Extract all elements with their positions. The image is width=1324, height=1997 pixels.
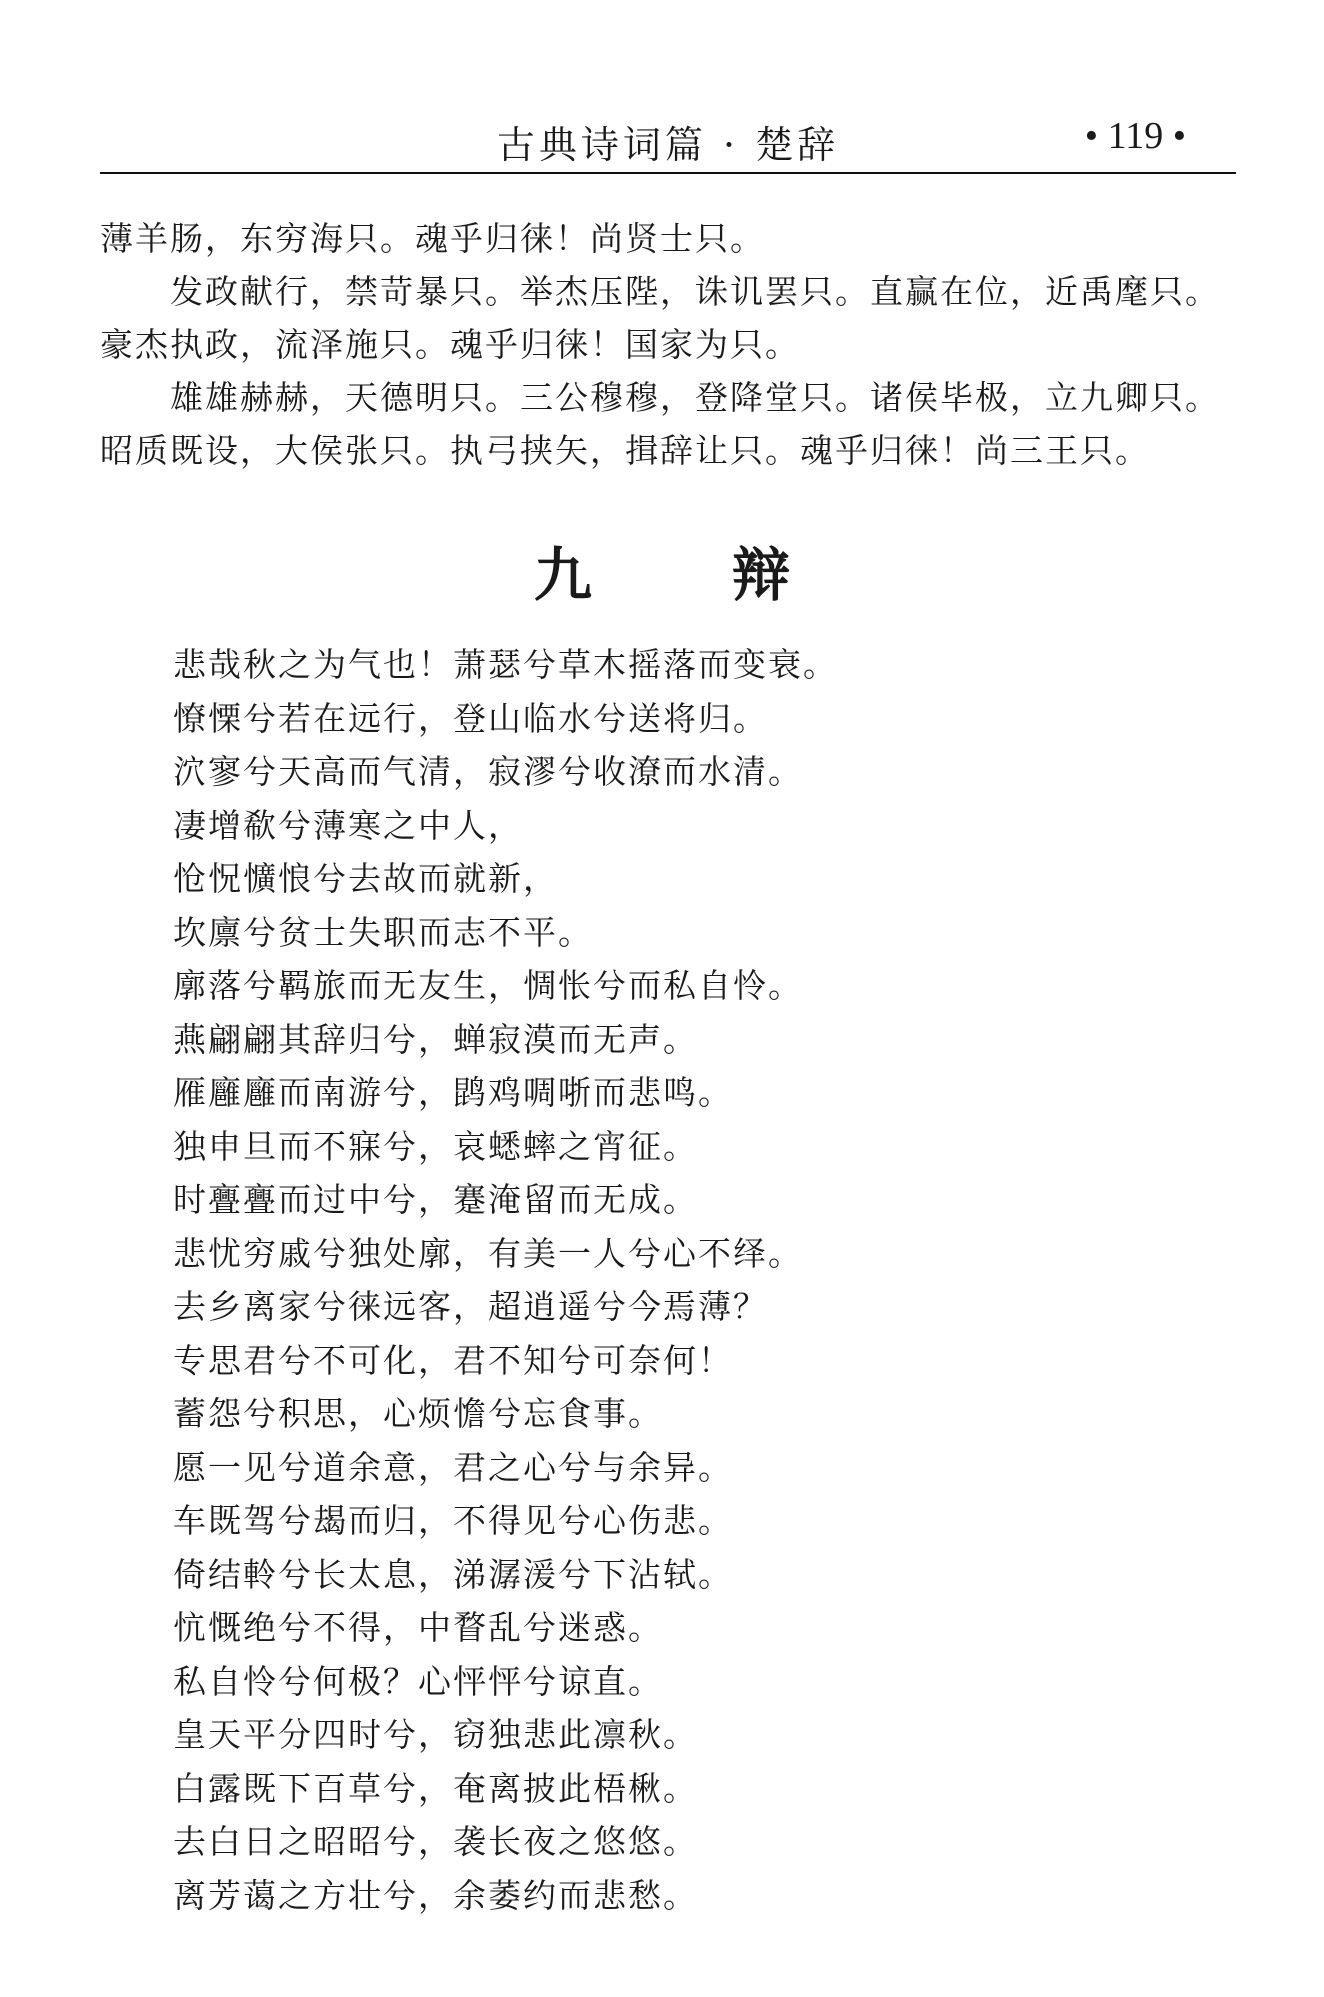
running-header-title: 古典诗词篇 · 楚辞 <box>496 123 840 167</box>
poem-line: 雁廱廱而南游兮，鹍鸡啁哳而悲鸣。 <box>173 1073 733 1112</box>
poem-line: 皇天平分四时兮，窃独悲此凛秋。 <box>173 1715 698 1754</box>
poem-line: 私自怜兮何极？心怦怦兮谅直。 <box>173 1661 663 1701</box>
poem-line: 怆怳懭悢兮去故而就新， <box>173 859 558 898</box>
poem-line: 悲忧穷戚兮独处廓，有美一人兮心不绎。 <box>173 1233 803 1273</box>
poem-line: 愿一见兮道余意，君之心兮与余异。 <box>173 1447 733 1487</box>
poem-line: 坎廪兮贫士失职而志不平。 <box>173 912 593 952</box>
page-number: • 119 • <box>1084 115 1186 157</box>
section-title: 九 辩 <box>533 541 791 609</box>
prose-block <box>100 212 1236 477</box>
poem-line: 去白日之昭昭兮，袭长夜之悠悠。 <box>173 1822 698 1861</box>
poem-line: 车既驾兮朅而归，不得见兮心伤悲。 <box>173 1501 733 1540</box>
poem-line: 独申旦而不寐兮，哀蟋蟀之宵征。 <box>173 1126 698 1166</box>
poem-line: 燕翩翩其辞归兮，蝉寂漠而无声。 <box>173 1019 698 1059</box>
running-header <box>100 100 1236 174</box>
poem-line: 时亹亹而过中兮，蹇淹留而无成。 <box>173 1180 698 1219</box>
poem-line: 泬寥兮天高而气清，寂漻兮收潦而水清。 <box>173 752 803 791</box>
poem-body <box>173 638 1233 1922</box>
poem-line: 忼慨绝兮不得，中瞀乱兮迷惑。 <box>173 1608 663 1647</box>
poem-line: 离芳蔼之方壮兮，余萎约而悲愁。 <box>173 1875 698 1915</box>
poem-line: 去乡离家兮徕远客，超逍遥兮今焉薄？ <box>173 1287 768 1326</box>
poem-line: 专思君兮不可化，君不知兮可奈何！ <box>173 1340 733 1380</box>
prose-paragraph: 薄羊肠，东穷海只。魂乎归徕！尚贤士只。 <box>100 219 765 258</box>
poem-line: 白露既下百草兮，奄离披此梧楸。 <box>173 1768 698 1808</box>
poem-line: 蓄怨兮积思，心烦憺兮忘食事。 <box>173 1394 663 1433</box>
prose-paragraph: 雄雄赫赫，天德明只。三公穆穆，登降堂只。诸侯毕极，立九卿只。昭质既设，大侯张只。执弓挟矢，揖辞让只。魂乎归徕！尚三王只。 <box>100 378 1220 470</box>
poem-line: 悲哉秋之为气也！萧瑟兮草木摇落而变衰。 <box>173 645 838 684</box>
poem-line: 倚结軨兮长太息，涕潺湲兮下沾轼。 <box>173 1554 733 1594</box>
poem-line: 憭慄兮若在远行，登山临水兮送将归。 <box>173 698 768 738</box>
prose-paragraph: 发政献行，禁苛暴只。举杰压陛，诛讥罢只。直赢在位，近禹麾只。豪杰执政，流泽施只。魂乎归徕！国家为只。 <box>100 272 1220 364</box>
poem-line: 凄增欷兮薄寒之中人， <box>173 805 523 845</box>
poem-line: 廓落兮羁旅而无友生，惆怅兮而私自怜。 <box>173 966 803 1005</box>
